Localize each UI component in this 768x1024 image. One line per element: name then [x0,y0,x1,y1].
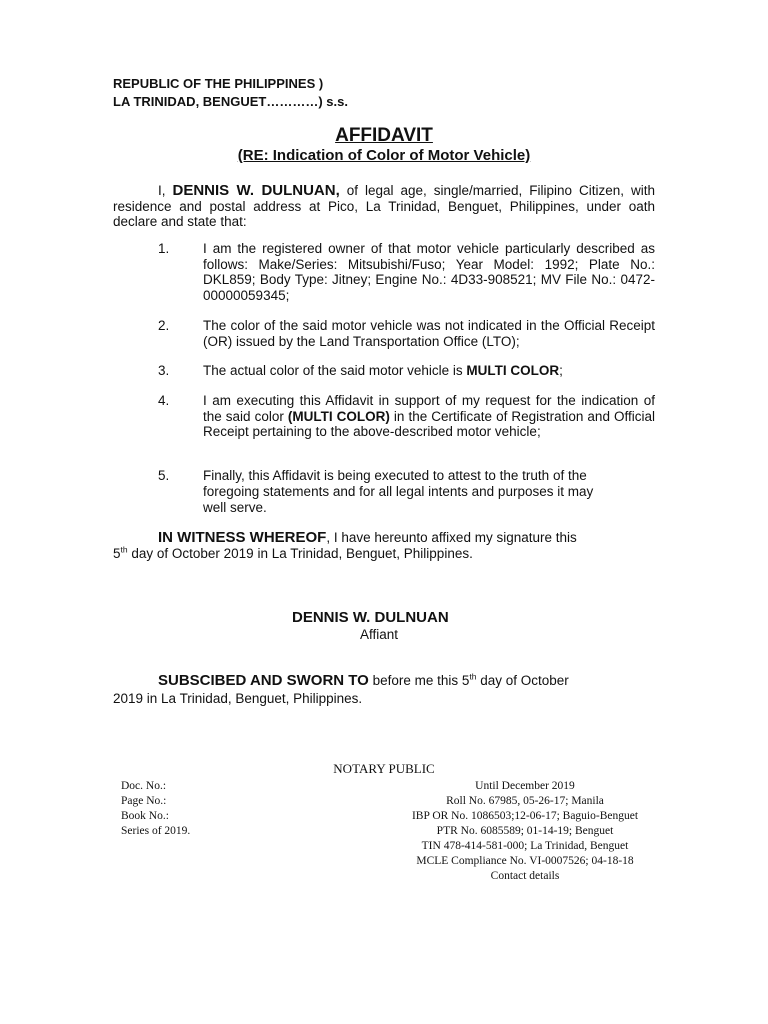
item-4-text: I am executing this Affidavit in support of my request for the indication of the said color (MULTI COLOR) in the Certificate of Registration and Official Receipt pertaining to the above-described motor vehicle; [203,393,655,440]
notary-contact: Contact details [490,870,560,882]
intro-paragraph [113,183,655,230]
notary-ptr: PTR No. 6085589; 01-14-19; Benguet [436,825,614,837]
multi-color-emphasis: (MULTI COLOR) [287,408,390,424]
doc-no-label: Doc. No.: [121,780,167,792]
item-2-number: 2. [158,318,170,333]
sworn-line-1: SUBSCIBED AND SWORN TO before me this 5th day of October [158,671,569,689]
caption-venue: LA TRINIDAD, BENGUET…………) s.s. [113,94,348,109]
notary-commission: Until December 2019 [475,780,575,792]
notary-roll-no: Roll No. 67985, 05-26-17; Manila [446,795,604,807]
document-subtitle: (RE: Indication of Color of Motor Vehicle) [237,147,531,164]
series-label: Series of 2019. [121,825,191,837]
item-2-text: The color of the said motor vehicle was not indicated in the Official Receipt (OR) issued by the Land Transportation Office (LTO); [203,318,655,349]
item-5-number: 5. [158,468,170,483]
affiant-name-inline: DENNIS W. DULNUAN, [172,182,340,199]
item-1-number: 1. [158,241,170,256]
doc-info [121,779,190,839]
document-title: AFFIDAVIT [335,125,433,146]
item-5-line-1: Finally, this Affidavit is being executed to attest to the truth of the [203,468,587,483]
intro-text: of legal age, single/married, Filipino Citizen, with residence and postal address at Pico, La Trinidad, Benguet, Philippines, under oath declare and state that: [113,183,655,230]
notary-ibp-or: IBP OR No. 1086503;12-06-17; Baguio-Benguet [411,810,639,822]
witness-paragraph: IN WITNESS WHEREOF, I have hereunto affixed my signature this 5th day of October 2019 in La Trinidad, Benguet, Philippines. [113,529,577,561]
page-no-label: Page No.: [121,795,167,807]
sworn-line-2: 2019 in La Trinidad, Benguet, Philippines. [113,691,363,706]
item-1-text: I am the registered owner of that motor vehicle particularly described as follows: Make/Series: Mitsubishi/Fuso; Year Model: 1992; Plate No.: DKL859; Body Type: Jitney; Engine No.: 4D33-908521; MV File No.: 0472-00000059345; [203,241,655,303]
notary-title: NOTARY PUBLIC [333,761,435,776]
item-5-line-2: foregoing statements and for all legal intents and purposes it may [203,484,594,499]
caption-republic: REPUBLIC OF THE PHILIPPINES ) [113,76,324,91]
book-no-label: Book No.: [121,810,169,822]
item-3-text: The actual color of the said motor vehicle is MULTI COLOR; [203,363,563,378]
notary-tin: TIN 478-414-581-000; La Trinidad, Benguet [421,840,629,852]
sworn-lead: SUBSCIBED AND SWORN TO [158,672,369,689]
multi-color-emphasis: MULTI COLOR [466,363,560,378]
affiant-name: DENNIS W. DULNUAN [292,609,449,626]
witness-lead: IN WITNESS WHEREOF [158,529,327,546]
notary-details [330,779,720,884]
item-5-line-3: well serve. [203,500,267,515]
item-4-number: 4. [158,393,170,408]
item-3-number: 3. [158,363,170,378]
notary-mcle: MCLE Compliance No. VI-0007526; 04-18-18 [416,855,634,867]
intro-prefix: I, [158,183,173,198]
affiant-role: Affiant [360,627,399,642]
